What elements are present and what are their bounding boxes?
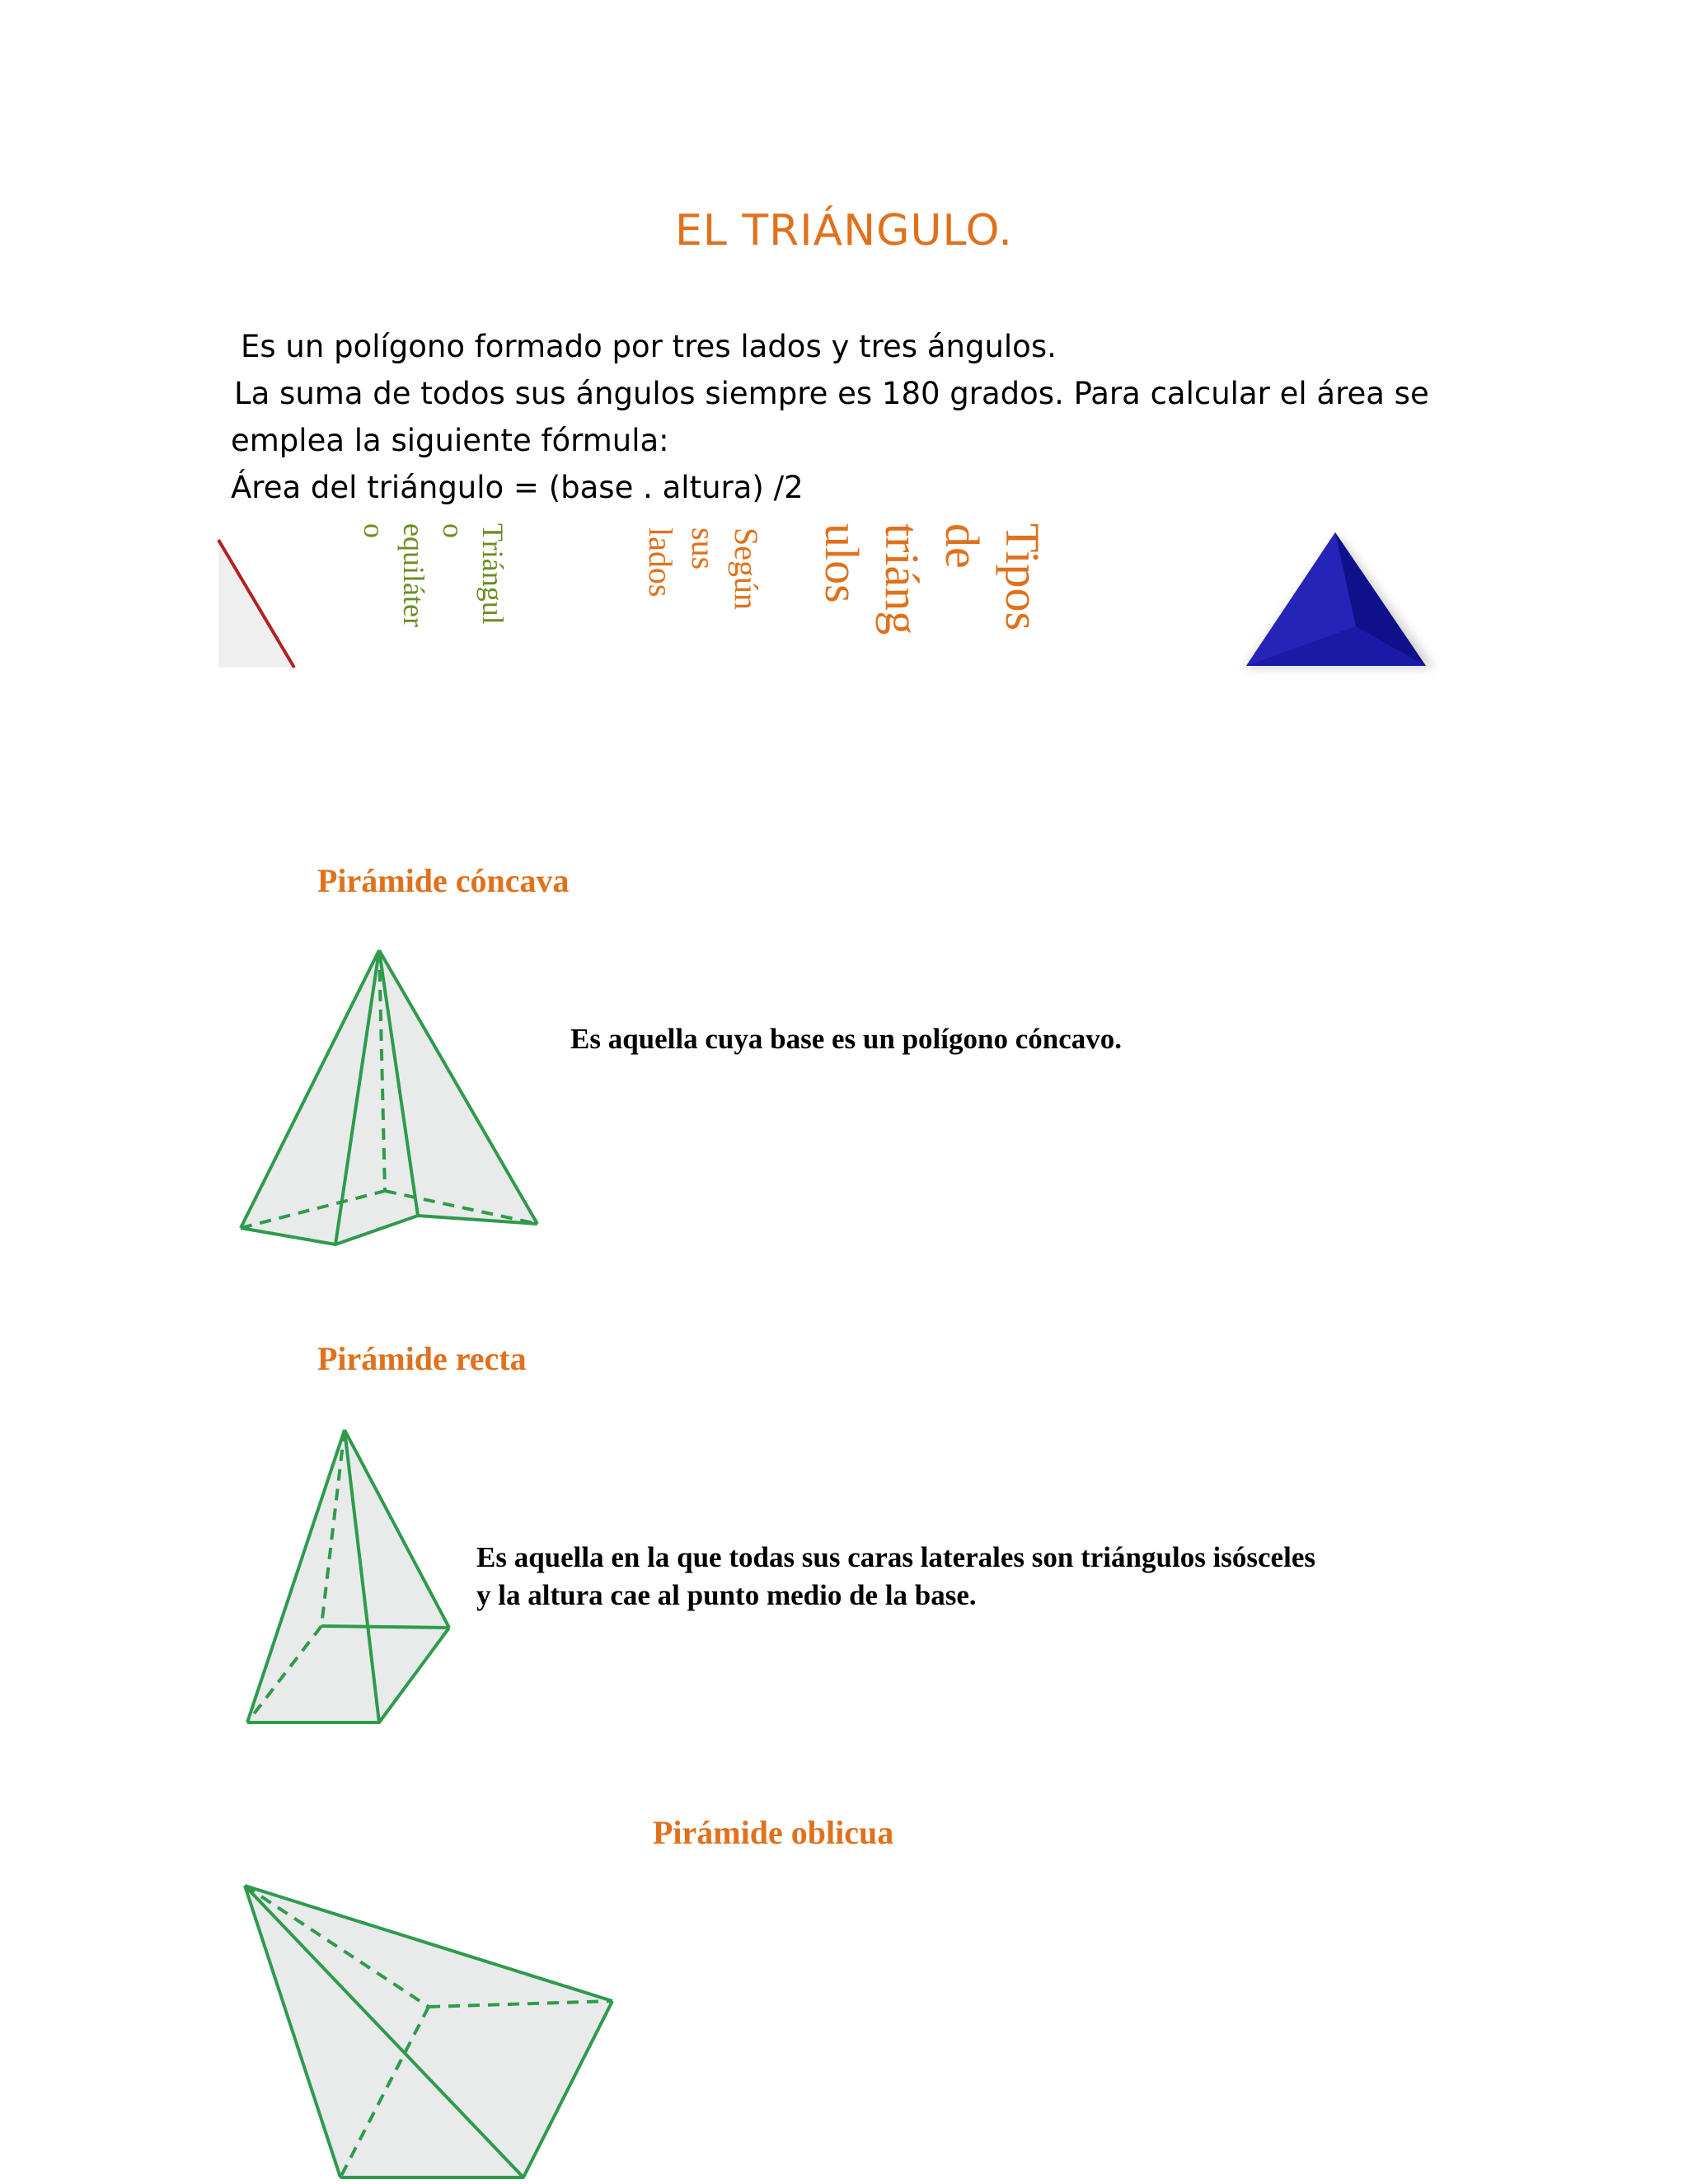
equilateral-triangle-label: Triángul o equiláter o: [358, 523, 509, 627]
by-sides-label: Según sus lados: [642, 527, 765, 610]
heading-right-pyramid: Pirámide recta: [317, 1340, 527, 1377]
intro-paragraph: [231, 323, 1451, 511]
right-pyramid-image: [235, 1418, 466, 1739]
intro-line-2: La suma de todos sus ángulos siempre es 180 grados. Para calcular el área se: [234, 376, 1429, 411]
right-pyramid-description: [476, 1539, 1315, 1615]
triangle-types-label: Tipos de triáng ulos: [815, 523, 1049, 635]
intro-line-1: Es un polígono formado por tres lados y tres ángulos.: [241, 329, 1057, 364]
heading-oblique-pyramid: Pirámide oblicua: [653, 1814, 894, 1851]
concave-pyramid-image: [232, 935, 554, 1253]
right-pyramid-description-line-2: y la altura cae al punto medio de la base.: [476, 1579, 977, 1611]
page-title: EL TRIÁNGULO.: [675, 206, 1013, 255]
intro-line-3: emplea la siguiente fórmula:: [231, 423, 669, 458]
heading-concave-pyramid: Pirámide cóncava: [317, 862, 570, 899]
area-formula: Área del triángulo = (base . altura) /2: [231, 470, 804, 505]
right-pyramid-description-line-1: Es aquella en la que todas sus caras laterales son triángulos isósceles: [476, 1541, 1315, 1573]
blue-pyramid-image: [1236, 527, 1434, 672]
red-triangle-image: [218, 527, 309, 668]
concave-pyramid-description: Es aquella cuya base es un polígono cóncavo.: [570, 1023, 1122, 1055]
oblique-pyramid-image: [235, 1871, 622, 2184]
